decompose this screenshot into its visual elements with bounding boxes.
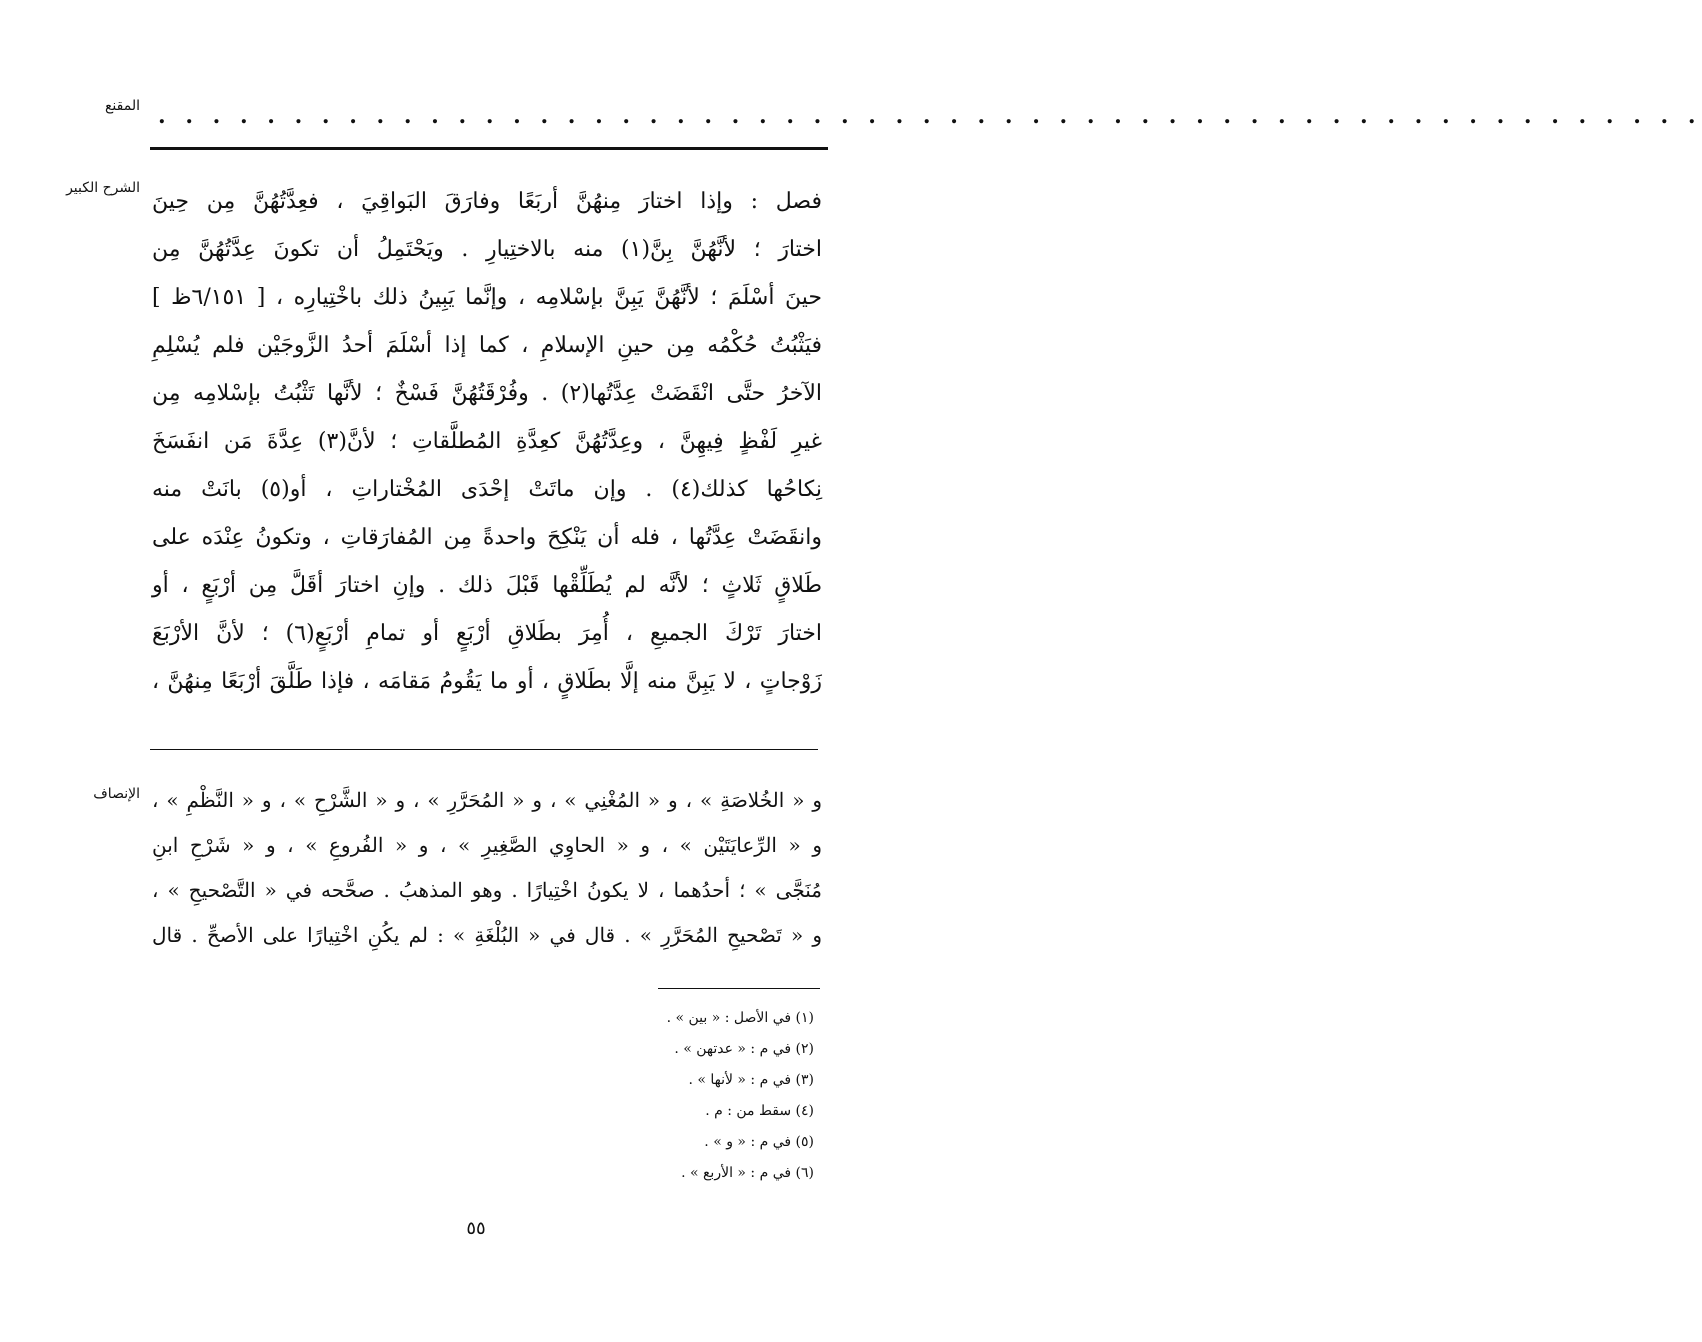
insaf-side-label: الإنصاف <box>93 786 140 802</box>
sharh-line: اختارَ ؛ لأنَّهُنَّ بِنَّ(١) منه بالاختِيارِ . ويَحْتَمِلُ أن تكونَ عِدَّتُهُنَّ مِن <box>152 237 822 262</box>
sharh-line: طَلاقٍ ثَلاثٍ ؛ لأنَّه لم يُطَلِّقْها قَبْلَ ذلك . وإنِ اختارَ أقَلَّ مِن أرْبَعٍ ، أو <box>152 573 822 598</box>
sharh-line: حينَ أسْلَمَ ؛ لأنَّهُنَّ يَبِنَّ بإسْلامِه ، وإنَّما يَبِينُ ذلك باخْتِيارِه ، [ ٦/١٥١ظ ] <box>152 285 823 310</box>
header-book-label: المقنع <box>104 98 140 114</box>
sharh-text-block <box>152 178 822 706</box>
sharh-line: فيَثْبُتُ حُكْمُه مِن حينِ الإسلامِ ، كما إذا أسْلَمَ أحدُ الزَّوجَيْن فلم يُسْلِمِ <box>152 333 822 358</box>
header-dotted-rule: . . . . . . . . . . . . . . . . . . . . . . . . . . . . . . . . . . . . . . . . . . . . . . . . . . . . . . . . . <box>158 103 1702 129</box>
sharh-line: زَوْجاتٍ ، لا يَبِنَّ منه إلَّا بطَلاقٍ ، أو ما يَقُومُ مَقامَه ، فإذا طَلَّقَ أرْبَعًا مِنهُنَّ ، <box>152 669 822 694</box>
section-divider <box>150 749 818 750</box>
insaf-line: و « الرِّعايَتَيْن » ، و « الحاوِي الصَّغِيرِ » ، و « الفُروعِ » ، و « شَرْحِ ابنِ <box>152 833 822 857</box>
sharh-line: اختارَ تَرْكَ الجميعِ ، أُمِرَ بطَلاقِ أرْبَعٍ أو تمامِ أرْبَعٍ(٦) ؛ لأنَّ الأرْبَعَ <box>152 621 823 646</box>
insaf-line: و « الخُلاصَةِ » ، و « المُغْنِي » ، و « المُحَرَّرِ » ، و « الشَّرْحِ » ، و « النَّظْمِ » ، <box>152 788 822 812</box>
footnote: (٦) في م : « الأربع » . <box>681 1165 814 1181</box>
footnote: (١) في الأصل : « بين » . <box>666 1010 814 1026</box>
sharh-line: الآخرُ حتَّى انْقَضَتْ عِدَّتُها(٢) . وفُرْقَتُهُنَّ فَسْخٌ ؛ لأنَّها تَثْبُتُ بإسْلامِه مِن <box>152 381 822 406</box>
sharh-line: غيرِ لَفْظٍ فِيهِنَّ ، وعِدَّتُهُنَّ كعِدَّةِ المُطلَّقاتِ ؛ لأنَّ(٣) عِدَّةَ مَن انفَسَخَ <box>152 429 822 454</box>
footnote: (٢) في م : « عدتهن » . <box>674 1041 814 1057</box>
sharh-line: وانقَضَتْ عِدَّتُها ، فله أن يَنْكِحَ واحدةً مِن المُفارَقاتِ ، وتكونُ عِنْدَه على <box>152 525 822 550</box>
header-solid-rule <box>150 147 828 150</box>
footnotes <box>414 1003 814 1189</box>
page-number: ٥٥ <box>466 1218 486 1239</box>
insaf-line: مُنَجَّى » ؛ أحدُهما ، لا يكونُ اخْتِيارًا . وهو المذهبُ . صحَّحه في « التَّصْحيحِ » ، <box>152 878 822 902</box>
sharh-line: نِكاحُها كذلك(٤) . وإن ماتَتْ إحْدَى المُخْتاراتِ ، أو(٥) بانَتْ منه <box>152 477 822 502</box>
sharh-side-label: الشرح الكبير <box>66 180 140 196</box>
footnote-rule <box>658 988 820 989</box>
footnote: (٣) في م : « لأنها » . <box>688 1072 814 1088</box>
insaf-line: و « تَصْحيحِ المُحَرَّرِ » . قال في « البُلْغَةِ » : لم يكُنِ اخْتِيارًا على الأصحِّ . قال <box>152 923 822 947</box>
footnote: (٥) في م : « و » . <box>704 1134 814 1150</box>
sharh-line: فصل : وإذا اختارَ مِنهُنَّ أربَعًا وفارَقَ البَواقِيَ ، فعِدَّتُهُنَّ مِن حِينَ <box>152 189 822 214</box>
insaf-text-block <box>152 778 822 958</box>
footnote: (٤) سقط من : م . <box>705 1103 814 1119</box>
